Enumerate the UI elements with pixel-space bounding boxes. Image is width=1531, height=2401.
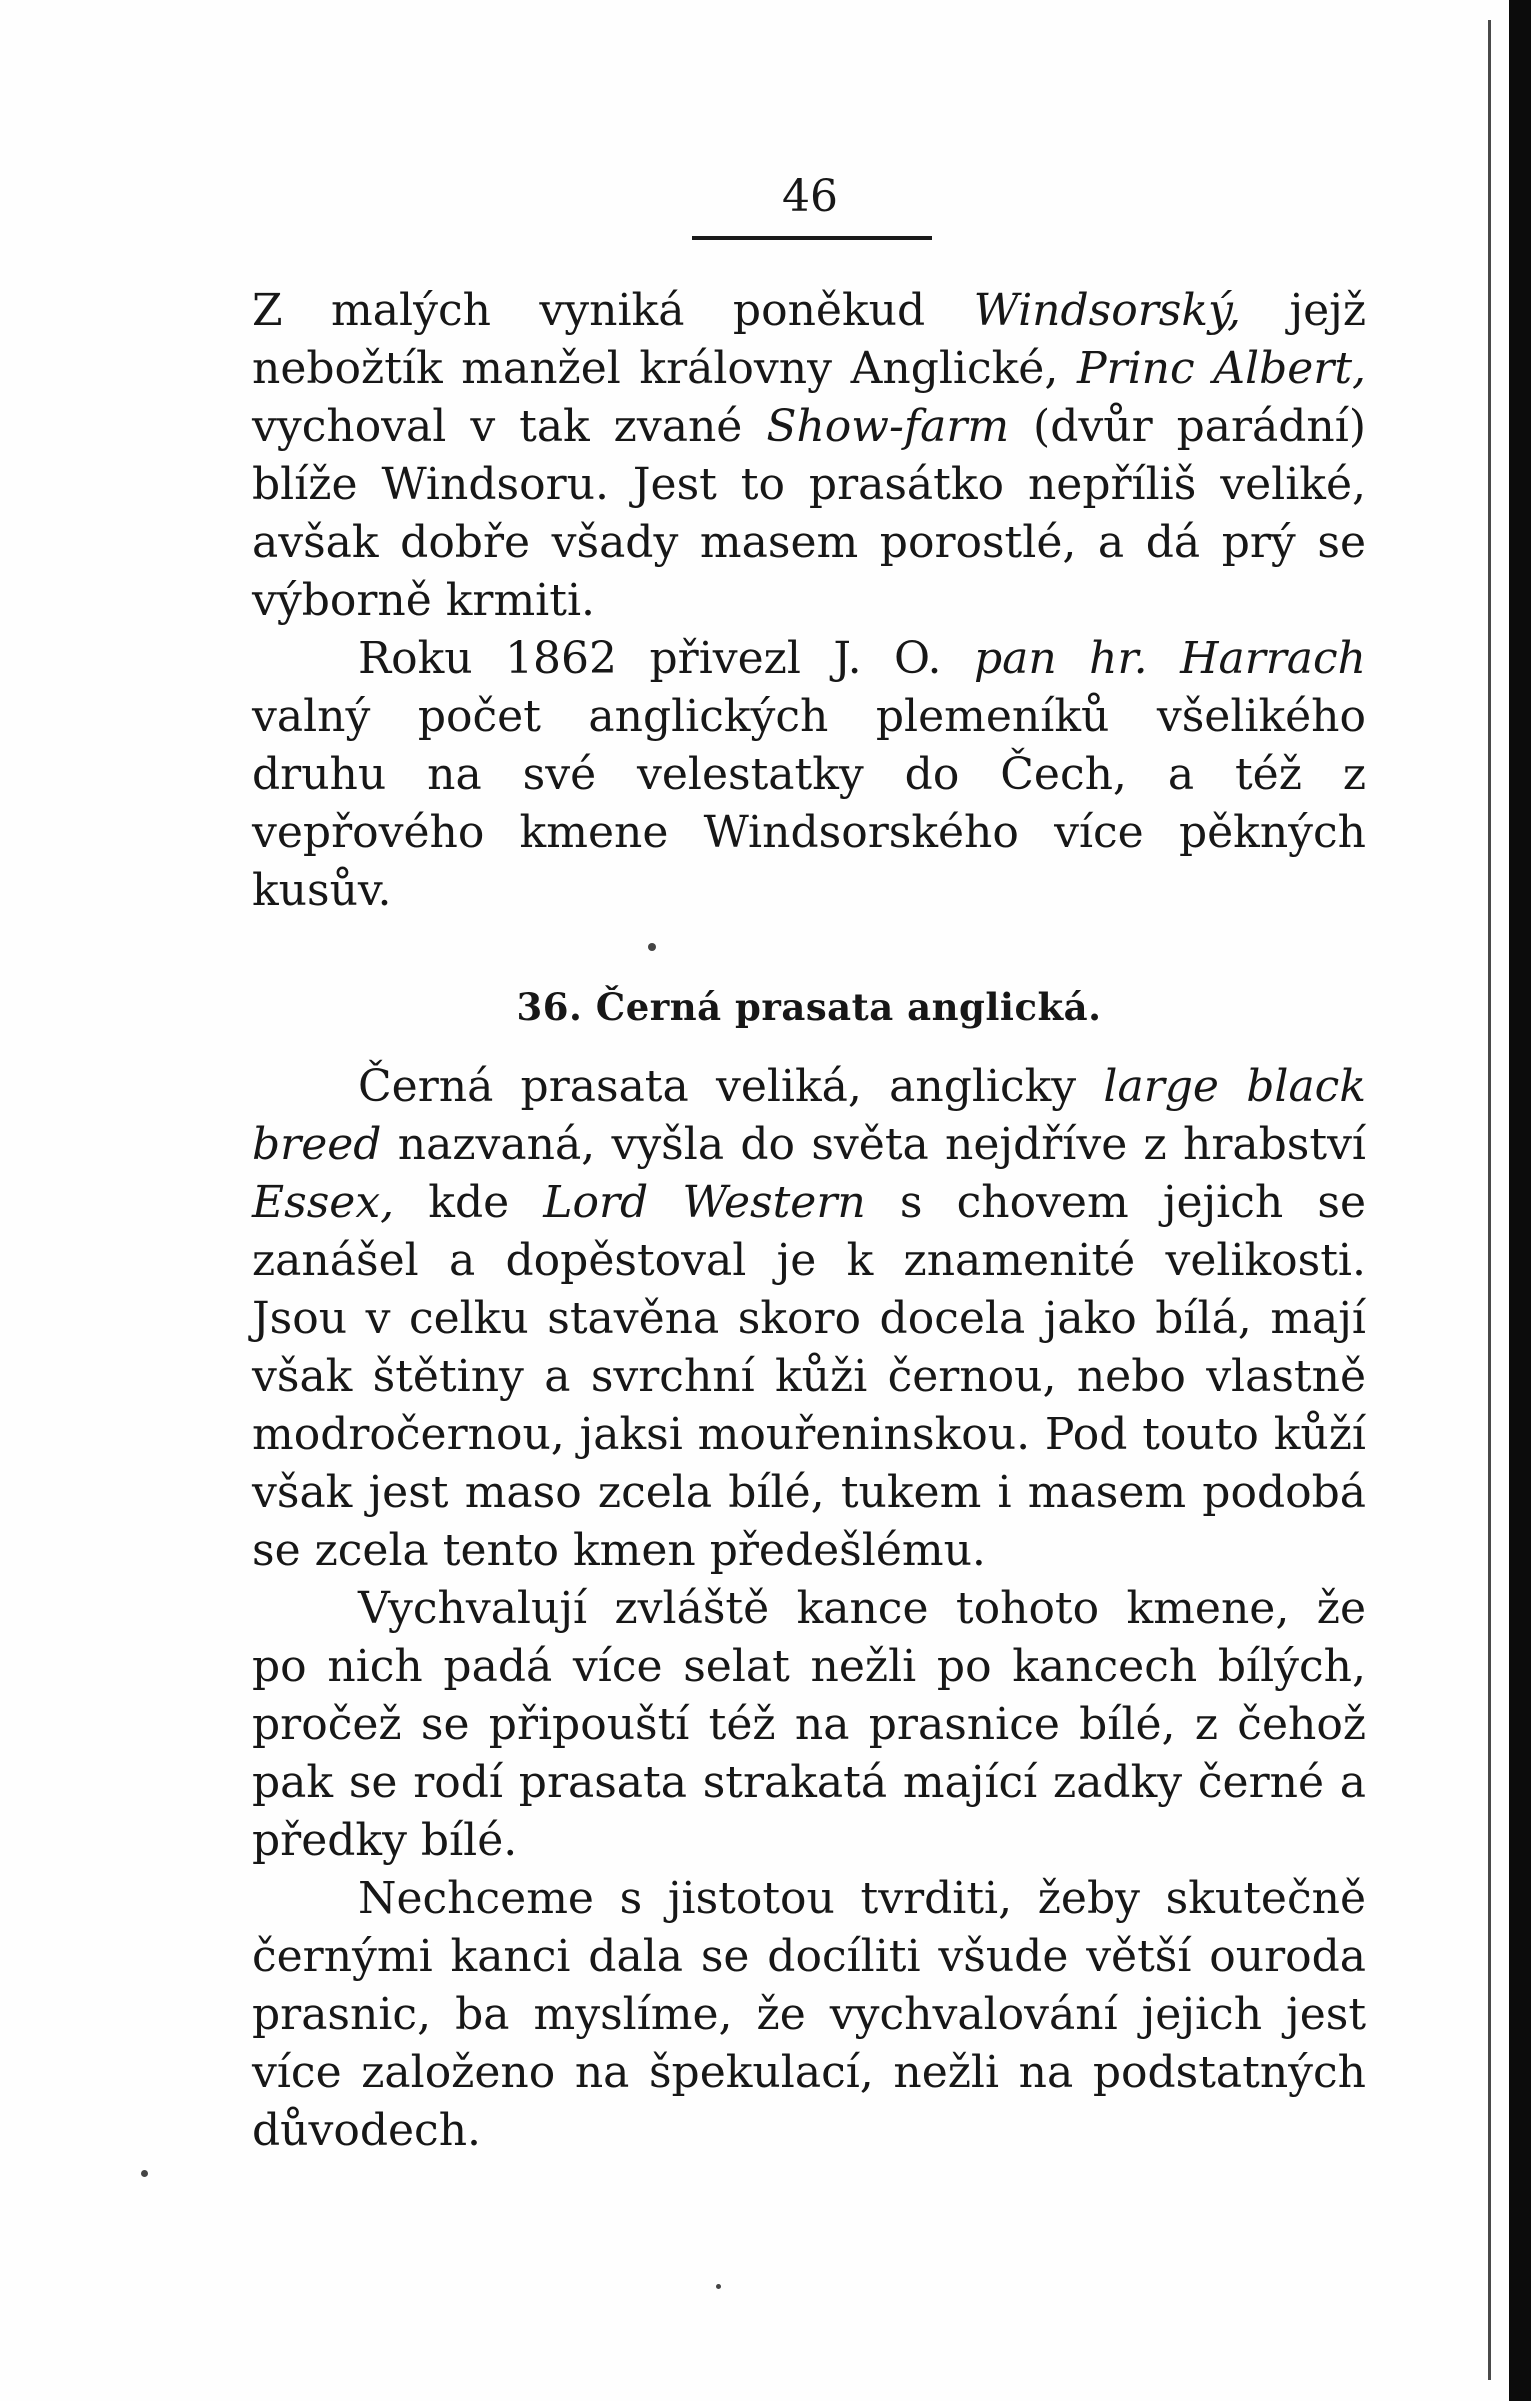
paragraph: [252, 1058, 1366, 1580]
text-run: Vychvalují zvláště kance tohoto kmene, že po nich padá více selat nežli po kancech bílých, pročež se připouští též na prasnice bílé, z čehož pak se rodí prasata strakatá mající zadky černé a předky bílé.: [252, 1583, 1366, 1866]
italic-text: Show-farm: [766, 401, 1010, 452]
page-number: 46: [782, 171, 838, 222]
text-run: Z malých vyniká poněkud: [252, 285, 974, 336]
text-run: vychoval v tak zvané: [252, 401, 767, 452]
scan-edge-line: [1488, 20, 1491, 2380]
paragraph: [252, 1870, 1366, 2160]
scan-speck: [716, 2284, 721, 2289]
italic-text: Lord Western: [543, 1177, 866, 1228]
text-run: Černá prasata veliká, anglicky: [358, 1061, 1104, 1112]
text-run: Nechceme s jistotou tvrditi, žeby skutečně černými kanci dala se docíliti všude větší ouroda prasnic, ba myslíme, že vychvalování jejich jest více založeno na špekulací, nežli na podstatných důvodech.: [252, 1873, 1366, 2156]
italic-text: Princ Albert,: [1076, 343, 1366, 394]
header-rule: [692, 236, 932, 240]
italic-text: large black breed: [252, 1061, 1366, 1170]
paragraphs-before-heading: [252, 282, 1366, 920]
text-run: kde: [394, 1177, 544, 1228]
text-run: nazvaná, vyšla do světa nejdříve z hrabství: [381, 1119, 1366, 1170]
text-run: valný počet anglických plemeníků všelikého druhu na své velestatky do Čech, a též z vepřového kmene Windsorského více pěkných kusův.: [252, 691, 1366, 916]
italic-text: Windsorský,: [973, 285, 1241, 336]
paragraph: [252, 1580, 1366, 1870]
paragraphs-after-heading: [252, 1058, 1366, 2160]
paragraph: [252, 282, 1366, 630]
text-run: Roku 1862 přivezl J. O.: [358, 633, 974, 684]
scan-speck: [141, 2170, 148, 2177]
text-run: (dvůr parádní) blíže Windsoru. Jest to prasátko nepříliš veliké, avšak dobře všady masem porostlé, a dá prý se výborně krmiti.: [252, 401, 1366, 626]
text-run: jejž nebožtík manžel královny Anglické,: [252, 285, 1366, 394]
scan-edge: [1509, 0, 1531, 2401]
italic-text: pan hr. Harrach: [973, 633, 1366, 684]
text-column: [252, 282, 1366, 2160]
section-heading: 36. Černá prasata anglická.: [516, 985, 1102, 1029]
scan-speck: [648, 943, 656, 951]
paragraph: [252, 630, 1366, 920]
text-run: s chovem jejich se zanášel a dopěstoval je k znamenité velikosti. Jsou v celku stavěna skoro docela jako bílá, mají však štětiny a svrchní kůži černou, nebo vlastně modročernou, jaksi mouřeninskou. Pod touto kůží však jest maso zcela bílé, tukem i masem podobá se zcela tento kmen předešlému.: [252, 1177, 1366, 1576]
italic-text: Essex,: [252, 1177, 395, 1228]
